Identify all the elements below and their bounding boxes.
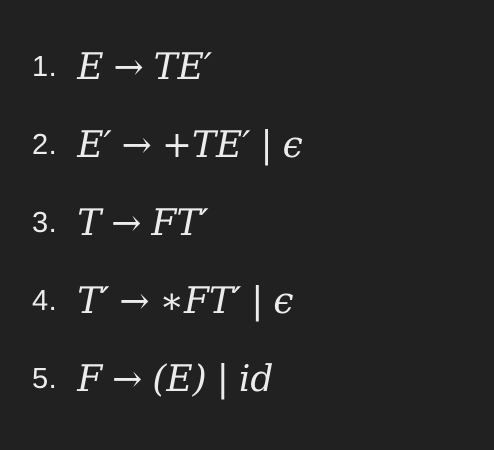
production — [77, 125, 303, 166]
rule-number: 4. — [32, 284, 58, 317]
alternation-bar: | — [260, 124, 273, 166]
rule-lhs-prime: ′ — [101, 280, 110, 322]
production — [77, 203, 208, 244]
alternation-bar: | — [251, 280, 264, 322]
alternation-bar: | — [216, 358, 229, 400]
rule-rhs: +TE′ — [161, 124, 251, 166]
rule-number: 2. — [32, 128, 58, 161]
rule-lhs: E — [77, 46, 104, 88]
production — [77, 47, 212, 88]
rule-rhs: TE′ — [153, 46, 213, 88]
production — [77, 359, 273, 400]
arrow-symbol: → — [119, 280, 150, 322]
rule-number: 3. — [32, 206, 58, 239]
rule-lhs: T — [77, 280, 102, 322]
rule-rhs: FT′ — [151, 202, 209, 244]
rule-alternative: ϵ — [282, 124, 303, 166]
rule-number: 5. — [32, 362, 58, 395]
arrow-symbol: → — [111, 202, 142, 244]
arrow-symbol: → — [112, 358, 143, 400]
rule-alternative: ϵ — [273, 280, 294, 322]
rule-lhs-prime: ′ — [103, 124, 112, 166]
production — [77, 281, 293, 322]
arrow-symbol: → — [113, 46, 144, 88]
rule-lhs: T — [77, 202, 102, 244]
grammar-rule-4 — [32, 276, 294, 326]
rule-lhs: E — [77, 124, 104, 166]
rule-lhs: F — [77, 358, 103, 400]
grammar-rule-1 — [32, 42, 212, 92]
rule-number: 1. — [32, 50, 58, 83]
grammar-rule-5 — [32, 354, 273, 404]
arrow-symbol: → — [121, 124, 152, 166]
grammar-rule-2 — [32, 120, 303, 170]
rule-alternative: id — [238, 358, 274, 400]
rule-rhs: (E) — [152, 358, 207, 400]
grammar-rule-3 — [32, 198, 209, 248]
rule-rhs: ∗FT′ — [159, 280, 242, 322]
